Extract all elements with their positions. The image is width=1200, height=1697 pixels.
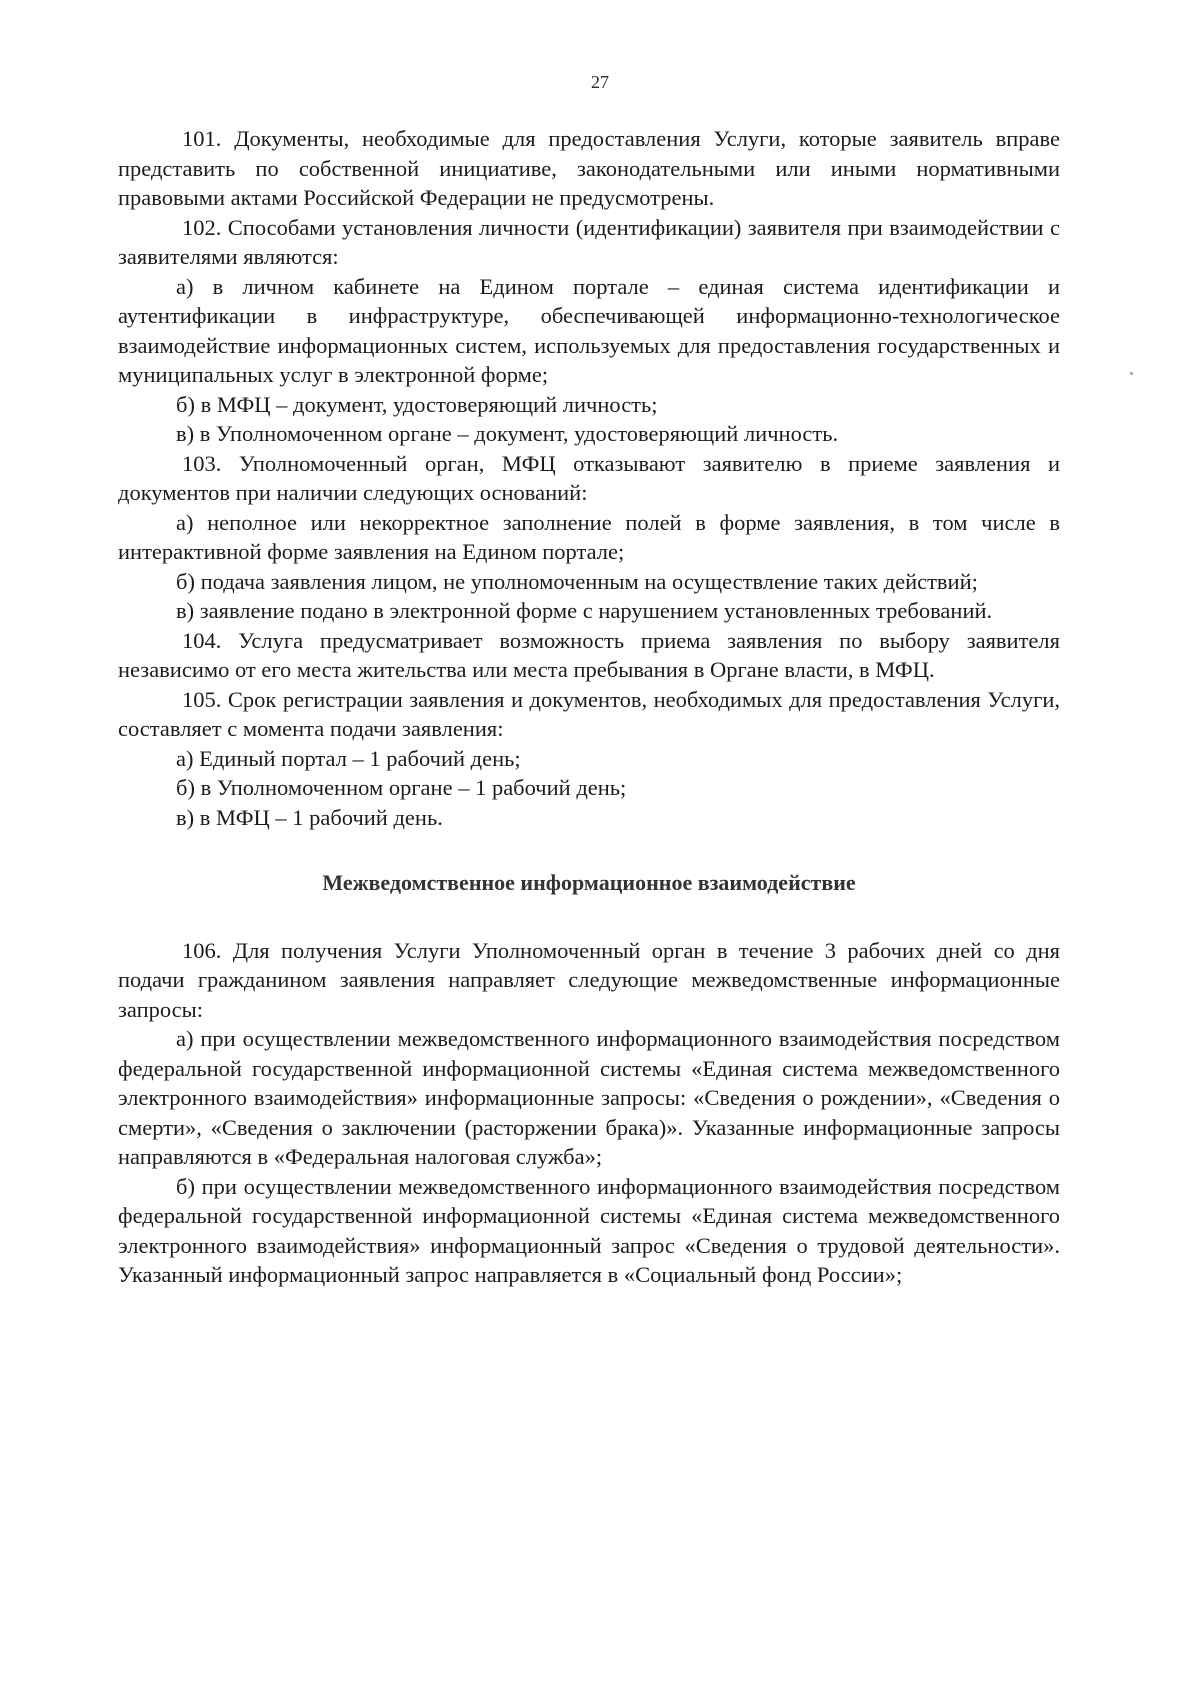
margin-dot [1130, 372, 1133, 375]
paragraph-105-b: б) в Уполномоченном органе – 1 рабочий день; [176, 775, 627, 800]
paragraph-106-b: б) при осуществлении межведомственного информационного взаимодействия посредством федеральной государственной информационной системы «Единая система межведомственного электронного взаимодействия» информационный запрос «Сведения о трудовой деятельности». Указанный информационный запрос направляется в «Социальный фонд России»; [118, 1173, 1060, 1287]
document-body [118, 124, 1060, 1290]
paragraph-103-b: б) подача заявления лицом, не уполномоченным на осуществление таких действий; [176, 568, 978, 594]
paragraph-106: 106. Для получения Услуги Уполномоченный орган в течение 3 рабочих дней со дня подачи гражданином заявления направляет следующие межведомственные информационные запросы: [118, 937, 1060, 1022]
section-heading: Межведомственное информационное взаимодействие [322, 870, 856, 895]
page-number: 27 [591, 72, 609, 92]
paragraph-101: 101. Документы, необходимые для предоставления Услуги, которые заявитель вправе представить по собственной инициативе, законодательными или иными нормативными правовыми актами Российской Федерации не предусмотрены. [118, 126, 1060, 210]
paragraph-103-c: в) заявление подано в электронной форме с нарушением установленных требований. [176, 598, 993, 623]
paragraph-105: 105. Срок регистрации заявления и документов, необходимых для предоставления Услуги, составляет с момента подачи заявления: [118, 686, 1060, 741]
paragraph-102: 102. Способами установления личности (идентификации) заявителя при взаимодействии с заявителями являются: [118, 214, 1060, 269]
paragraph-102-c: в) в Уполномоченном органе – документ, удостоверяющий личность. [176, 421, 839, 446]
paragraph-105-a: а) Единый портал – 1 рабочий день; [176, 745, 521, 771]
paragraph-104: 104. Услуга предусматривает возможность приема заявления по выбору заявителя независимо от его места жительства или места пребывания в Органе власти, в МФЦ. [118, 627, 1060, 682]
paragraph-105-c: в) в МФЦ – 1 рабочий день. [176, 804, 443, 830]
paragraph-103: 103. Уполномоченный орган, МФЦ отказывают заявителю в приеме заявления и документов при наличии следующих оснований: [118, 450, 1060, 505]
paragraph-106-a: а) при осуществлении межведомственного информационного взаимодействия посредством федеральной государственной информационной системы «Единая система межведомственного электронного взаимодействия» информационные запросы: «Сведения о рождении», «Сведения о смерти», «Сведения о заключении (расторжении брака)». Указанные информационные запросы направляются в «Федеральная налоговая служба»; [118, 1026, 1060, 1169]
paragraph-102-a: а) в личном кабинете на Едином портале – единая система идентификации и аутентификации в инфраструктуре, обеспечивающей информационно-технологическое взаимодействие информационных систем, используемых для предоставления государственных и муниципальных услуг в электронной форме; [118, 273, 1060, 387]
paragraph-103-a: а) неполное или некорректное заполнение полей в форме заявления, в том числе в интерактивной форме заявления на Едином портале; [118, 509, 1060, 564]
paragraph-102-b: б) в МФЦ – документ, удостоверяющий личность; [176, 391, 658, 417]
